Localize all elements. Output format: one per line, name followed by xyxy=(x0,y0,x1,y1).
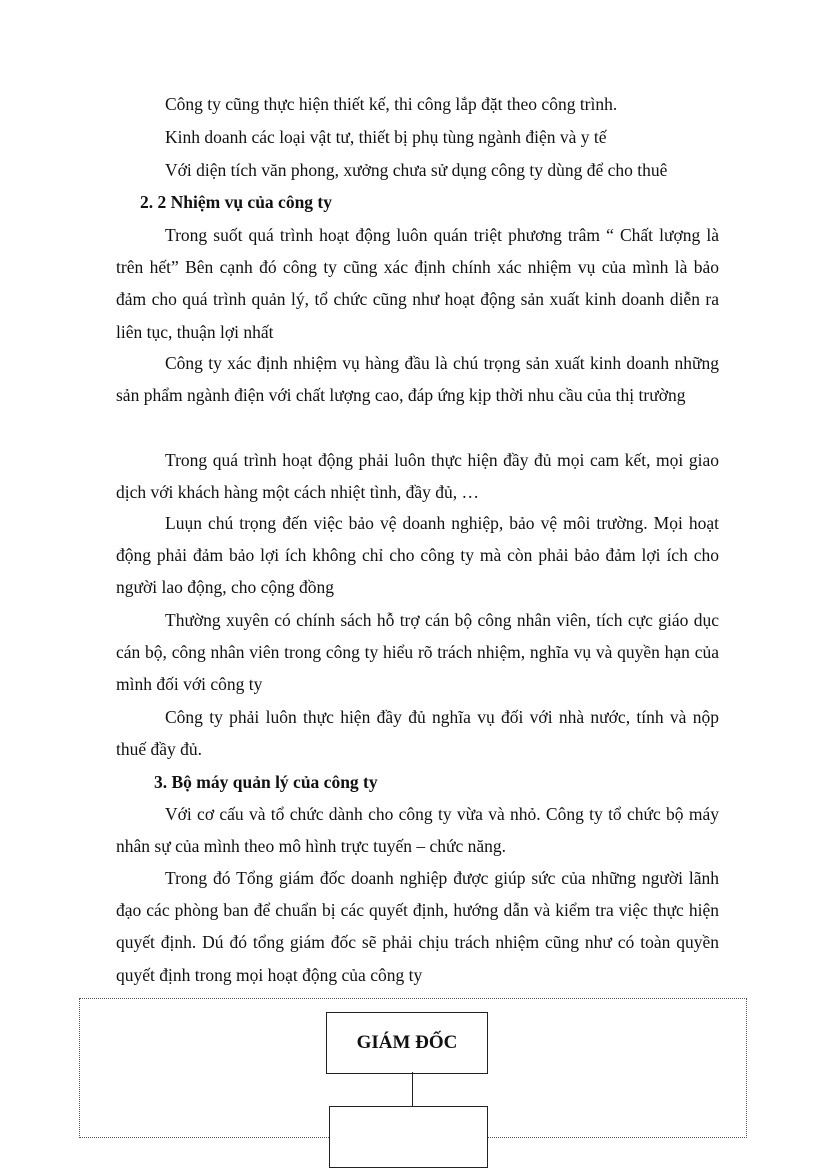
section-3-heading: 3. Bộ máy quản lý của công ty xyxy=(154,772,378,792)
section-3-paragraph-1: Với cơ cấu và tổ chức dành cho công ty vừa và nhỏ. Công ty tổ chức bộ máy nhân sự của mình theo mô hình trực tuyến – chức năng. xyxy=(116,804,719,857)
intro-line-2: Kinh doanh các loại vật tư, thiết bị phụ tùng ngành điện và y tế xyxy=(165,127,607,147)
section-2-2-paragraph-6: Công ty phải luôn thực hiện đầy đủ nghĩa vụ đối với nhà nước, tính và nộp thuế đầy đủ. xyxy=(116,707,719,760)
org-box-director xyxy=(326,1012,488,1074)
section-2-2-paragraph-1: Trong suốt quá trình hoạt động luôn quán triệt phương trâm “ Chất lượng là trên hết” Bên cạnh đó công ty cũng xác định chính xác nhiệm vụ của mình là bảo đảm cho quá trình quản lý, tổ chức cũng như hoạt động sản xuất kinh doanh diễn ra liên tục, thuận lợi nhất xyxy=(116,225,719,342)
section-2-2-paragraph-5: Thường xuyên có chính sách hỗ trợ cán bộ công nhân viên, tích cực giáo dục cán bộ, công nhân viên trong công ty hiểu rõ trách nhiệm, nghĩa vụ và quyền hạn của mình đối với công ty xyxy=(116,610,719,695)
org-box-second-level xyxy=(329,1106,488,1168)
org-connector-line xyxy=(412,1072,413,1106)
section-2-2-paragraph-2: Công ty xác định nhiệm vụ hàng đầu là chú trọng sản xuất kinh doanh những sản phẩm ngành điện với chất lượng cao, đáp ứng kịp thời nhu cầu của thị trường xyxy=(116,353,719,406)
intro-line-1: Công ty cũng thực hiện thiết kế, thi công lắp đặt theo công trình. xyxy=(165,94,618,114)
section-2-2-paragraph-4: Luụn chú trọng đến việc bảo vệ doanh nghiệp, bảo vệ môi trường. Mọi hoạt động phải đảm bảo lợi ích không chỉ cho công ty mà còn phải bảo đảm lợi ích cho người lao động, cho cộng đồng xyxy=(116,513,719,598)
intro-line-3: Với diện tích văn phong, xưởng chưa sử dụng công ty dùng để cho thuê xyxy=(165,160,668,180)
org-chart-frame xyxy=(79,998,747,1138)
org-box-director-label: GIÁM ĐỐC xyxy=(356,1032,458,1053)
section-2-2-paragraph-3: Trong quá trình hoạt động phải luôn thực hiện đầy đủ mọi cam kết, mọi giao dịch với khách hàng một cách nhiệt tình, đầy đủ, … xyxy=(116,450,719,503)
section-3-paragraph-2: Trong đó Tổng giám đốc doanh nghiệp được giúp sức của những người lãnh đạo các phòng ban để chuẩn bị các quyết định, hướng dẫn và kiểm tra việc thực hiện quyết định. Dú đó tổng giám đốc sẽ phải chịu trách nhiệm cũng như có toàn quyền quyết định trong mọi hoạt động của công ty xyxy=(116,868,719,985)
section-2-2-heading: 2. 2 Nhiệm vụ của công ty xyxy=(140,192,333,212)
